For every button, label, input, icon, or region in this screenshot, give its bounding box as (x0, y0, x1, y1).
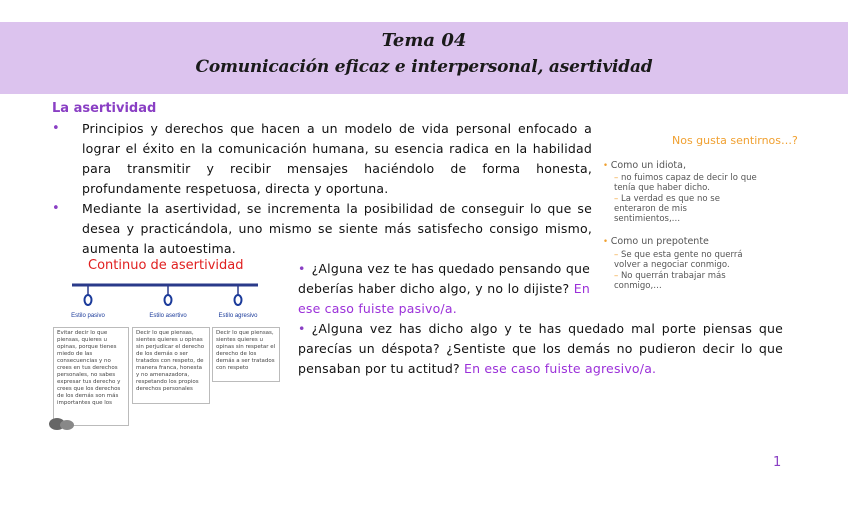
page-number: 1 (773, 455, 782, 470)
ink-smudge-icon (48, 414, 76, 432)
continuum-title: Continuo de asertividad (88, 258, 244, 273)
question-answer: En ese caso fuiste agresivo/a. (464, 361, 657, 376)
page-title: Tema 04 (381, 30, 467, 51)
bullet-item: • Mediante la asertividad, se incrementa la posibilidad de conseguir lo que se desea y practicándola, uno mismo se siente más satisfecho consigo mismo, aumenta la autoestima. (52, 199, 592, 259)
side-subitem: – La verdad es que no se enteraron de mis sentimientos,… (614, 194, 720, 224)
side-image-title: Nos gusta sentirnos…? (672, 134, 798, 147)
question-text: ¿Alguna vez has dicho algo y te has quedado mal porte piensas que parecías un déspota? ¿Sentiste que los demás no pudieron decir lo que pensaban por tu actitud? (298, 321, 783, 376)
question-1 (298, 259, 590, 319)
style-label: Estilo agresivo (218, 313, 258, 319)
side-item: • Como un idiota, (603, 160, 686, 171)
side-subitem: – No querrán trabajar más conmigo,… (614, 271, 726, 291)
style-label: Estilo asertivo (149, 313, 187, 319)
continuum-diagram (54, 277, 274, 323)
style-box-passive: Evitar decir lo que piensas, quieres u opinas, porque tienes miedo de las consecuencias y no crees en tus derechos personales, no sabes expresar tus derecho y crees que los derechos de los demás son más importantes que los (53, 327, 129, 426)
bullet-icon: • (298, 261, 306, 276)
style-box-assertive: Decir lo que piensas, sientes quieres u opinas sin perjudicar el derecho de los demás o ser tratados con respeto, de manera franca, honesta y no amenazadora, respetando los propios derechos personales (132, 327, 210, 404)
style-box-aggressive: Decir lo que piensas, sientes quieres u opinas sin respetar el derecho de los demás a ser tratados con respeto (212, 327, 280, 382)
node-marker (235, 295, 242, 305)
node-marker (85, 295, 92, 305)
page-subtitle: Comunicación eficaz e interpersonal, asertividad (195, 57, 653, 77)
question-answer: En ese caso fuiste pasivo/a. (298, 281, 590, 316)
style-label: Estilo pasivo (71, 313, 105, 319)
bullet-item: • Principios y derechos que hacen a un modelo de vida personal enfocado a lograr el éxito en la comunicación humana, su esencia radica en la habilidad para transmitir y recibir mensajes haciéndolo de forma honesta, profundamente respetuosa, directa y oportuna. (52, 119, 592, 199)
bullet-list (52, 119, 592, 259)
node-marker (165, 295, 172, 305)
section-title: La asertividad (52, 101, 157, 116)
question-2 (298, 319, 783, 379)
bullet-icon: • (298, 321, 306, 336)
side-subitem: – Se que esta gente no querrá volver a negociar conmigo. (614, 250, 743, 270)
side-subitem: – no fuimos capaz de decir lo que tenía que haber dicho. (614, 173, 757, 193)
side-item: • Como un prepotente (603, 236, 709, 247)
question-text: ¿Alguna vez te has quedado pensando que deberías haber dicho algo, y no lo dijiste? (298, 261, 590, 296)
